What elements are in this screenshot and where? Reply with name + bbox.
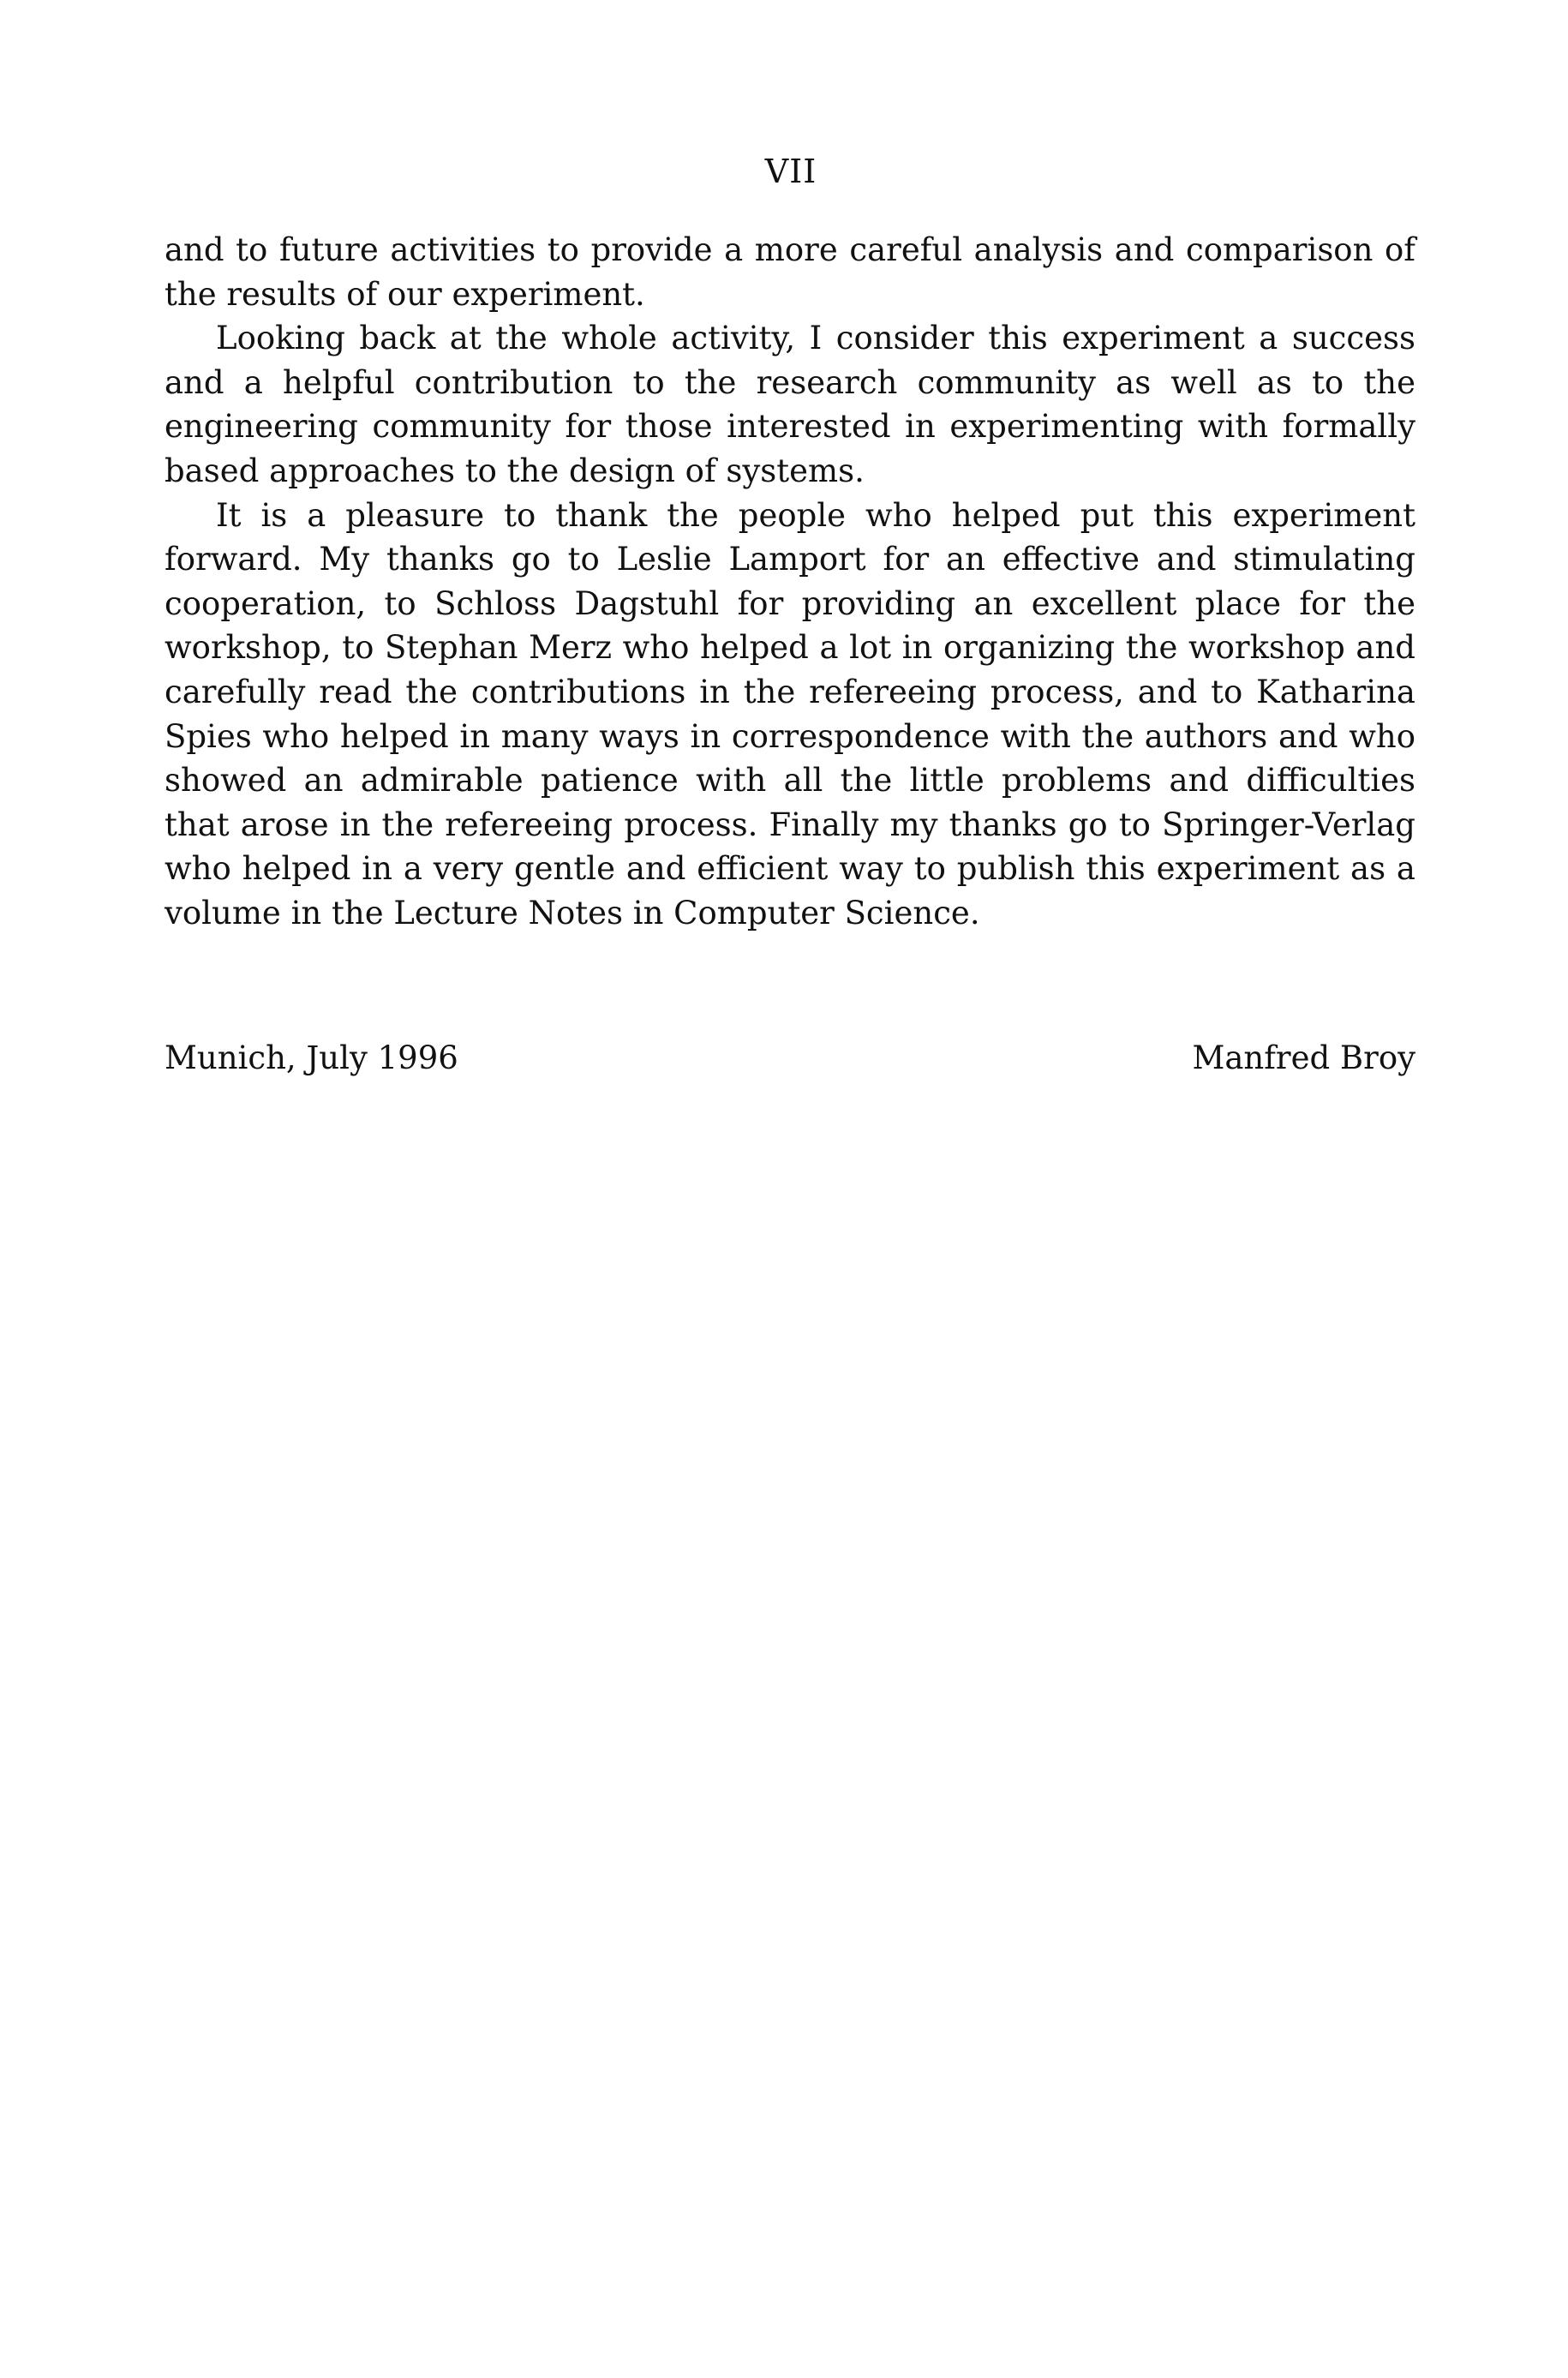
paragraph-looking-back: Looking back at the whole activity, I consider this experiment a success and a helpful contribution to the research community as well as to the engineering community for those interested in experimenting with formally based approaches to the design of systems. bbox=[165, 320, 1415, 489]
paragraph-acknowledgements: It is a pleasure to thank the people who helped put this experiment forward. My thanks go to Leslie Lamport for an effective and stimulating cooperation, to Schloss Dagstuhl for providing an excellent place for the workshop, to Stephan Merz who helped a lot in organizing the workshop and carefully read the contributions in the refereeing process, and to Katharina Spies who helped in many ways in correspondence with the authors and who showed an admirable patience with all the little problems and difficulties that arose in the refereeing process. Finally my thanks go to Springer-Verlag who helped in a very gentle and efficient way to publish this experiment as a volume in the Lecture Notes in Computer Science. bbox=[165, 496, 1415, 931]
signature-block bbox=[165, 1036, 1415, 1081]
author-name: Manfred Broy bbox=[1192, 1039, 1415, 1076]
body-text bbox=[165, 228, 1415, 936]
place-date: Munich, July 1996 bbox=[165, 1039, 458, 1076]
paragraph-continuation: and to future activities to provide a more careful analysis and comparison of the results of our experiment. bbox=[165, 231, 1415, 313]
page-number: VII bbox=[764, 153, 817, 190]
